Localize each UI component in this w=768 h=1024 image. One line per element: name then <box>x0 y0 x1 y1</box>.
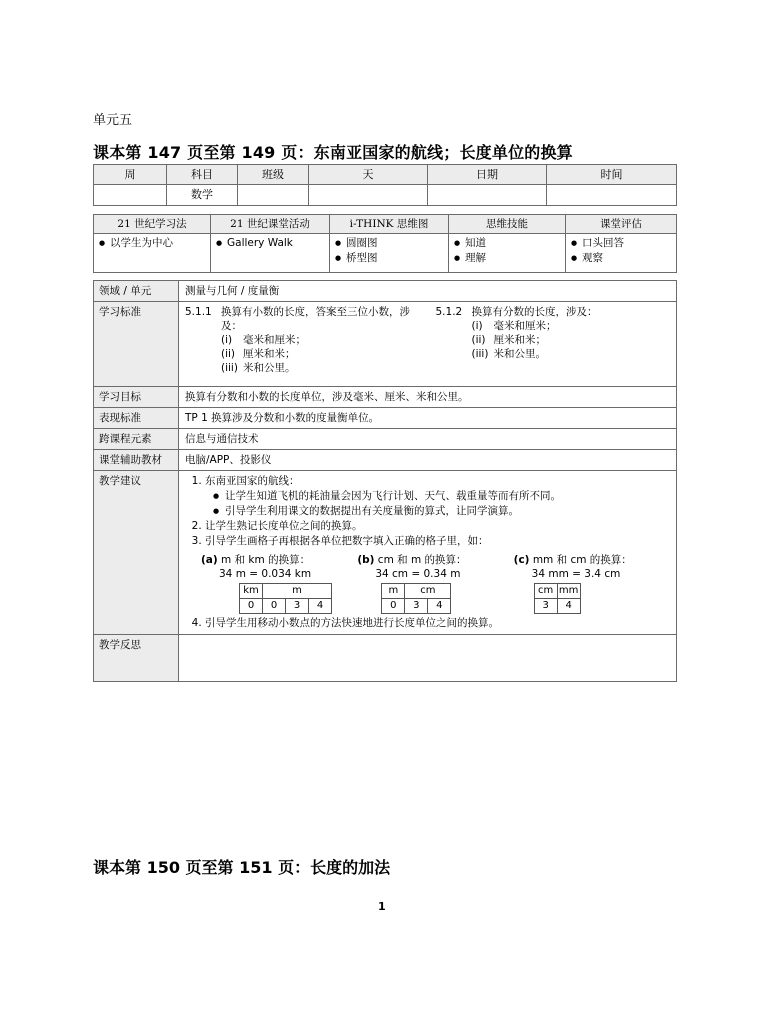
cell-assessment <box>566 234 677 273</box>
header-week: 周 <box>94 165 167 185</box>
header-subject: 科目 <box>167 165 238 185</box>
conversion-title: mm 和 cm 的换算： <box>532 554 632 566</box>
list-item: ● 圆圈图 <box>346 236 444 251</box>
list-item: ● 引导学生利用课文的数据提出有关度量衡的算式，让同学演算。 <box>225 504 670 519</box>
objective-value: 换算有分数和小数的长度单位，涉及毫米、厘米、米和公里。 <box>179 387 677 408</box>
suggestion-label: 教学建议 <box>94 471 179 635</box>
header-learning-method: 21 世纪学习法 <box>94 215 211 234</box>
conversion-equation: 34 m = 0.034 km <box>219 568 312 580</box>
item-number: (iii) <box>221 362 238 374</box>
suggestion-text: 东南亚国家的航线： <box>205 475 300 487</box>
standard-label: 学习标准 <box>94 302 179 387</box>
domain-value: 测量与几何 / 度量衡 <box>179 281 677 302</box>
cell-learning-method <box>94 234 211 273</box>
grid-digit: 3 <box>534 599 557 614</box>
standard-value <box>179 302 677 387</box>
cell-date <box>428 185 547 206</box>
conversion-b <box>357 553 513 614</box>
grid-digit: 4 <box>557 599 580 614</box>
conversion-title: cm 和 m 的换算： <box>377 554 467 566</box>
item-text: 米和公里。 <box>493 348 546 360</box>
conversion-tag: (b) <box>357 554 375 566</box>
conversion-a <box>201 553 357 614</box>
grid-digit: 0 <box>240 599 263 614</box>
next-lesson-heading: 课本第 150 页至第 151 页：长度的加法 <box>93 858 391 877</box>
standard-511 <box>185 305 420 375</box>
conversion-tag: (c) <box>513 554 530 566</box>
domain-label: 领域 / 单元 <box>94 281 179 302</box>
cell-day <box>309 185 428 206</box>
cell-class <box>238 185 309 206</box>
header-assessment: 课堂评估 <box>566 215 677 234</box>
cross-curricular-value: 信息与通信技术 <box>179 429 677 450</box>
header-ithink: i-THINK 思维图 <box>330 215 449 234</box>
grid-digit: 0 <box>263 599 286 614</box>
list-item: 3. 引导学生画格子再根据各单位把数字填入正确的格子里，如： <box>205 534 670 549</box>
standard-512 <box>436 305 671 375</box>
place-value-grid <box>381 583 451 614</box>
cell-thinking-skills <box>449 234 566 273</box>
teaching-aids-label: 课堂辅助教材 <box>94 450 179 471</box>
suggestion-value <box>179 471 677 635</box>
methods-table <box>93 214 677 273</box>
performance-label: 表现标准 <box>94 408 179 429</box>
header-thinking-skills: 思维技能 <box>449 215 566 234</box>
cell-subject: 数学 <box>167 185 238 206</box>
standard-text: 换算有小数的长度，答案至三位小数，涉及： <box>221 306 410 332</box>
list-item: ● Gallery Walk <box>227 236 325 251</box>
item-text: 米和公里。 <box>243 362 296 374</box>
cell-time <box>547 185 677 206</box>
item-text: 毫米和厘米； <box>243 334 306 346</box>
conversion-equation: 34 mm = 3.4 cm <box>531 568 621 580</box>
grid-digit: 4 <box>309 599 332 614</box>
item-text: 厘米和米； <box>493 334 546 346</box>
grid-unit: m <box>382 584 405 599</box>
reflection-label: 教学反思 <box>94 635 179 682</box>
list-item: ● 口头回答 <box>582 236 672 251</box>
list-item: 4. 引导学生用移动小数点的方法快速地进行长度单位之间的换算。 <box>205 616 670 631</box>
performance-value: TP 1 换算涉及分数和小数的度量衡单位。 <box>179 408 677 429</box>
conversion-tag: (a) <box>201 554 218 566</box>
conversion-c <box>514 553 670 614</box>
schedule-table <box>93 164 677 206</box>
unit-label: 单元五 <box>93 113 133 128</box>
list-item <box>205 474 670 519</box>
cell-week <box>94 185 167 206</box>
place-value-grid <box>239 583 332 614</box>
reflection-value <box>179 635 677 682</box>
item-text: 厘米和米； <box>243 348 296 360</box>
header-class: 班级 <box>238 165 309 185</box>
list-item: ● 让学生知道飞机的耗油量会因为飞行计划、天气、载重量等而有所不同。 <box>225 489 670 504</box>
item-number: (i) <box>221 334 233 346</box>
item-number: (ii) <box>221 348 236 360</box>
grid-unit: cm <box>534 584 557 599</box>
cell-ithink <box>330 234 449 273</box>
conversion-title: m 和 km 的换算： <box>221 554 311 566</box>
list-item: ● 以学生为中心 <box>110 236 206 251</box>
list-item: ● 知道 <box>465 236 561 251</box>
item-number: (ii) <box>471 334 486 346</box>
standard-code: 5.1.2 <box>435 306 463 318</box>
list-item: ● 理解 <box>465 251 561 266</box>
lesson-plan-table <box>93 280 677 682</box>
item-number: (i) <box>471 320 483 332</box>
grid-unit: cm <box>405 584 451 599</box>
header-date: 日期 <box>428 165 547 185</box>
conversion-equation: 34 cm = 0.34 m <box>375 568 461 580</box>
header-class-activity: 21 世纪课堂活动 <box>211 215 330 234</box>
list-item: 2. 让学生熟记长度单位之间的换算。 <box>205 519 670 534</box>
teaching-aids-value: 电脑/APP、投影仪 <box>179 450 677 471</box>
header-time: 时间 <box>547 165 677 185</box>
standard-text: 换算有分数的长度，涉及： <box>471 306 598 318</box>
grid-digit: 3 <box>286 599 309 614</box>
item-number: (iii) <box>471 348 489 360</box>
page-number: 1 <box>378 900 386 913</box>
item-text: 毫米和厘米； <box>493 320 557 332</box>
place-value-grid <box>534 583 581 614</box>
standard-code: 5.1.1 <box>185 306 212 318</box>
grid-unit: mm <box>557 584 580 599</box>
header-day: 天 <box>309 165 428 185</box>
cell-class-activity <box>211 234 330 273</box>
cross-curricular-label: 跨课程元素 <box>94 429 179 450</box>
grid-unit: m <box>263 584 332 599</box>
list-item: ● 桥型图 <box>346 251 444 266</box>
grid-digit: 4 <box>428 599 451 614</box>
list-item: ● 观察 <box>582 251 672 266</box>
grid-digit: 0 <box>382 599 405 614</box>
objective-label: 学习目标 <box>94 387 179 408</box>
lesson-heading: 课本第 147 页至第 149 页：东南亚国家的航线；长度单位的换算 <box>93 143 573 162</box>
grid-digit: 3 <box>405 599 428 614</box>
grid-unit: km <box>240 584 263 599</box>
